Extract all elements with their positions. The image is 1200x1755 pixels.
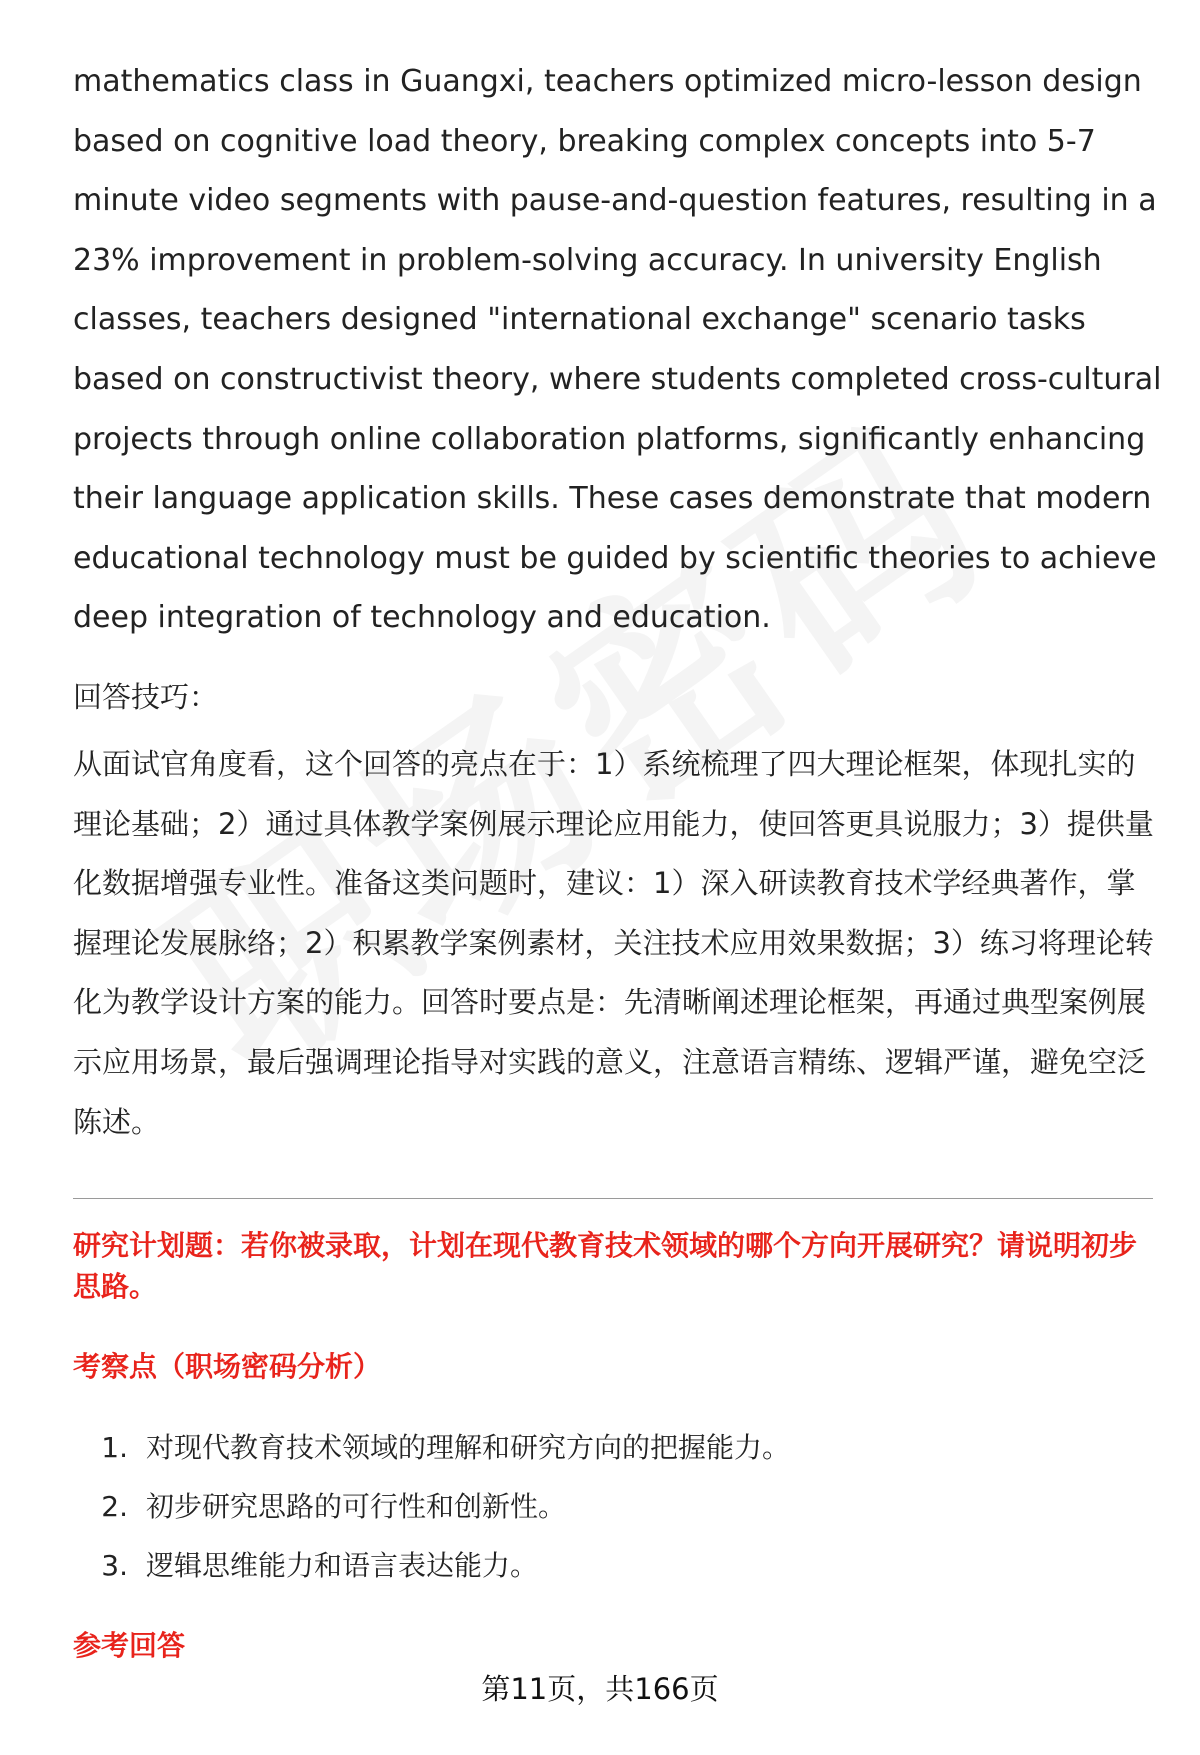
- list-item-number: 3.: [101, 1549, 128, 1582]
- list-item-number: 2.: [101, 1490, 128, 1523]
- tips-paragraph: 从面试官角度看，这个回答的亮点在于：1）系统梳理了四大理论框架，体现扎实的理论基础；2）通过具体教学案例展示理论应用能力，使回答更具说服力；3）提供量化数据增强专业性。准备这类问题时，建议：1）深入研读教育技术学经典著作，掌握理论发展脉络；2）积累教学案例素材，关注技术应用效果数据；3）练习将理论转化为教学设计方案的能力。回答时要点是：先清晰阐述理论框架，再通过典型案例展示应用场景，最后强调理论指导对实践的意义，注意语言精练、逻辑严谨，避免空泛陈述。: [73, 747, 1154, 1139]
- list-item: [73, 1418, 1163, 1477]
- question-heading: 研究计划题：若你被录取，计划在现代教育技术领域的哪个方向开展研究？请说明初步思路。: [73, 1229, 1138, 1303]
- list-item-text: 对现代教育技术领域的理解和研究方向的把握能力。: [146, 1431, 791, 1464]
- list-item-text: 逻辑思维能力和语言表达能力。: [146, 1549, 539, 1582]
- assessment-list: [73, 1418, 1163, 1595]
- english-paragraph: mathematics class in Guangxi, teachers optimized micro-lesson design based on cognitive load theory, breaking complex concepts into 5-7 minute video segments with pause-and-question features, resulting in a 23% improvement in problem-solving accuracy. In university English classes, teachers designed "international exchange" scenario tasks based on constructivist theory, where students completed cross-cultural projects through online collaboration platforms, significantly enhancing their language application skills. These cases demonstrate that modern educational technology must be guided by scientific theories to achieve deep integration of technology and education.: [73, 64, 1162, 636]
- reference-answer-heading: 参考回答: [73, 1629, 186, 1662]
- section-divider: [73, 1198, 1153, 1199]
- list-item: [73, 1536, 1163, 1595]
- page-number: 第11页，共166页: [481, 1672, 719, 1706]
- tips-label: 回答技巧：: [73, 680, 219, 714]
- list-item-number: 1.: [101, 1431, 128, 1464]
- list-item-text: 初步研究思路的可行性和创新性。: [146, 1490, 567, 1523]
- assessment-heading: 考察点（职场密码分析）: [73, 1350, 382, 1383]
- list-item: [73, 1477, 1163, 1536]
